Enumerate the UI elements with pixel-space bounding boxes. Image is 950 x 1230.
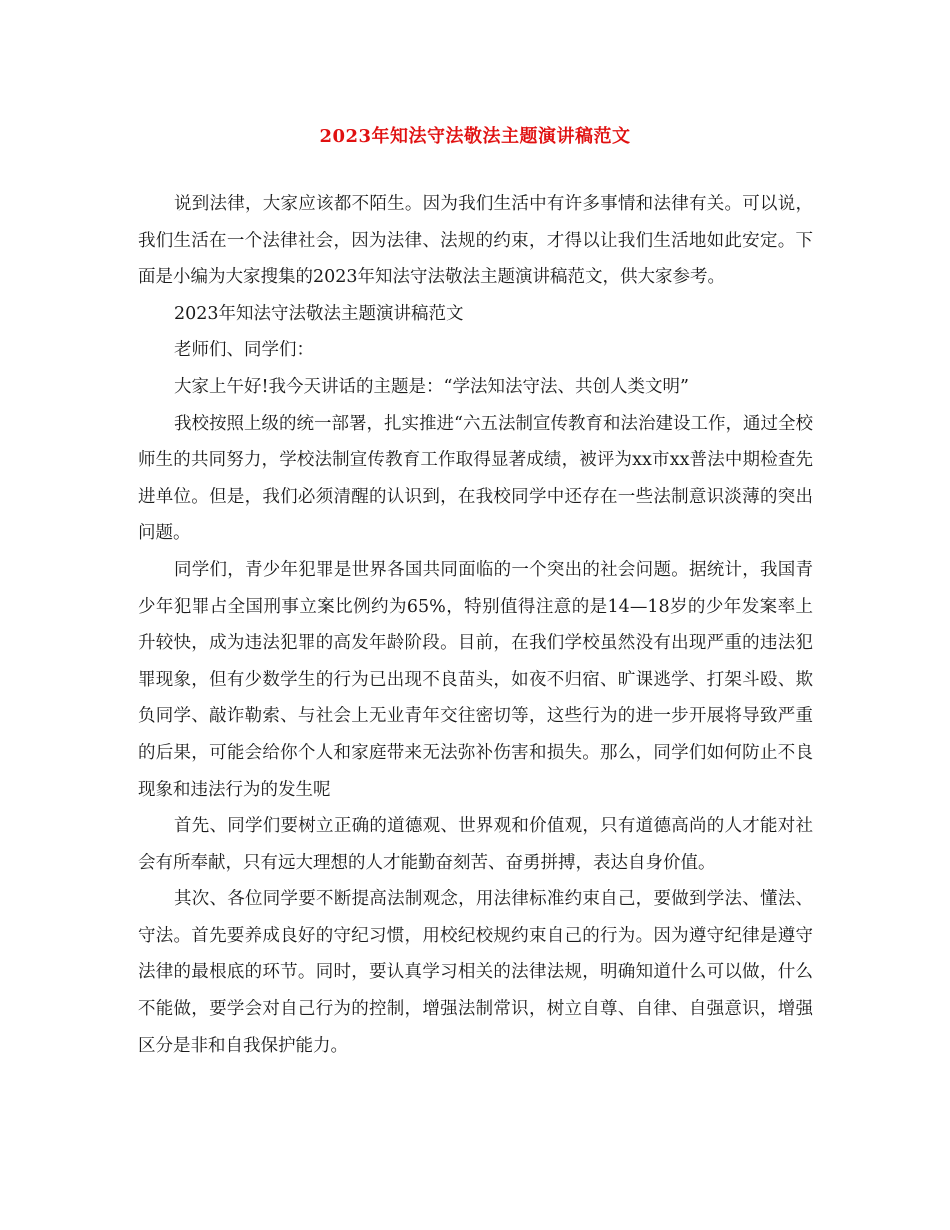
paragraph-second: 其次、各位同学要不断提高法制观念，用法律标准约束自己，要做到学法、懂法、守法。首先要养成良好的守纪习惯，用校纪校规约束自己的行为。因为遵守纪律是遵守法律的最根底的环节。同时，要认真学习相关的法律法规，明确知道什么可以做，什么不能做，要学会对自己行为的控制，增强法制常识，树立自尊、自律、自强意识，增强区分是非和自我保护能力。 [138,889,813,1056]
paragraph-youth-crime: 同学们，青少年犯罪是世界各国共同面临的一个突出的社会问题。据统计，我国青少年犯罪占全国刑事立案比例约为65%，特别值得注意的是14—18岁的少年发案率上升较快，成为违法犯罪的高发年龄阶段。目前，在我们学校虽然没有出现严重的违法犯罪现象，但有少数学生的行为已出现不良苗头，如夜不归宿、旷课逃学、打架斗殴、欺负同学、敲诈勒索、与社会上无业青年交往密切等，这些行为的进一步开展将导致严重的后果，可能会给你个人和家庭带来无法弥补伤害和损失。那么，同学们如何防止不良现象和违法行为的发生呢 [138,559,813,800]
paragraph-first: 首先、同学们要树立正确的道德观、世界观和价值观，只有道德高尚的人才能对社会有所奉献，只有远大理想的人才能勤奋刻苦、奋勇拼搏，表达自身价值。 [138,816,813,873]
paragraph-salutation: 老师们、同学们： [174,340,314,361]
paragraph-school-work: 我校按照上级的统一部署，扎实推进“六五法制宣传教育和法治建设工作，通过全校师生的共同努力，学校法制宣传教育工作取得显著成绩，被评为xx市xx普法中期检查先进单位。但是，我们必须清醒的认识到，在我校同学中还存在一些法制意识淡薄的突出问题。 [138,413,813,544]
paragraph-subtitle: 2023年知法守法敬法主题演讲稿范文 [174,303,464,324]
paragraph-greeting: 大家上午好!我今天讲话的主题是：“学法知法守法、共创人类文明” [174,376,689,397]
document-title: 2023年知法守法敬法主题演讲稿范文 [319,126,631,147]
paragraph-intro: 说到法律，大家应该都不陌生。因为我们生活中有许多事情和法律有关。可以说，我们生活在一个法律社会，因为法律、法规的约束，才得以让我们生活地如此安定。下面是小编为大家搜集的2023年知法守法敬法主题演讲稿范文，供大家参考。 [138,194,813,288]
document-body [138,186,813,1064]
